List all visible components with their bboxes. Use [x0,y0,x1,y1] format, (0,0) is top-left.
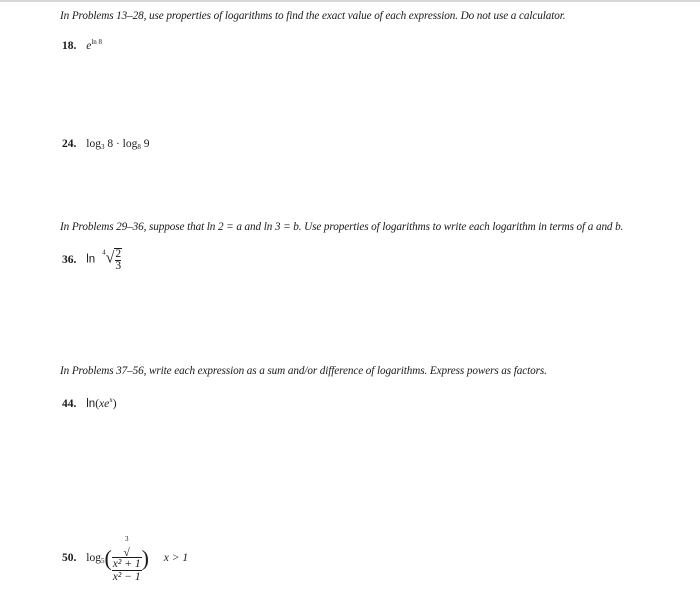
problem-18 [62,38,102,52]
log-arg: 9 [143,138,150,150]
radical-sign: √ [123,547,130,559]
log-base: 5 [100,557,105,566]
var-x: x [99,398,105,410]
open-paren: ( [104,545,112,571]
close-paren: ) [112,398,117,410]
radical-sign: √ [105,249,115,267]
func-log: log [86,552,101,565]
dot-operator: · [115,138,120,150]
radicand: x² + 1 [112,558,141,570]
top-border [0,0,700,2]
root-index: 3 [124,535,129,543]
denominator: x² − 1 [112,571,141,583]
exponent-x: x [109,396,113,404]
func-ln: ln [86,398,96,410]
log-func: log [122,138,138,150]
numerator: 2 [115,248,122,260]
instruction-13-28: In Problems 13–28, use properties of logarithms to find the exact value of each expression. Do not use a calculator. [60,10,566,22]
problem-number: 24. [62,138,77,150]
open-paren: ( [95,398,100,410]
problem-24 [62,138,150,151]
log-base: 3 [100,143,105,151]
log-base: 8 [137,143,141,151]
instruction-37-56: In Problems 37–56, write each expression as a sum and/or difference of logarithms. Express powers as factors. [60,365,547,377]
problem-number: 44. [62,398,77,410]
expr-exponent: ln 8 [91,38,103,46]
root-index: 4 [102,248,106,257]
problem-number: 36. [62,253,77,266]
fourth-root [102,248,122,272]
log-func: log [86,138,101,150]
problem-number: 50. [62,552,77,565]
problem-number: 18. [62,40,77,52]
problem-44 [62,396,117,410]
fraction [114,248,122,272]
problem-36 [62,248,122,272]
func-ln: ln [86,253,96,266]
close-paren: ) [141,545,149,571]
fraction [112,534,142,583]
problem-50 [62,534,188,583]
var-e: e [104,398,110,410]
condition: x > 1 [163,552,189,565]
denominator: 3 [115,260,122,272]
numerator [112,534,142,571]
instruction-29-36: In Problems 29–36, suppose that ln 2 = a and ln 3 = b. Use properties of logarithms to write each logarithm in terms of a and b. [60,221,624,233]
log-arg: 8 [107,138,114,150]
expr-base: e [86,40,92,52]
